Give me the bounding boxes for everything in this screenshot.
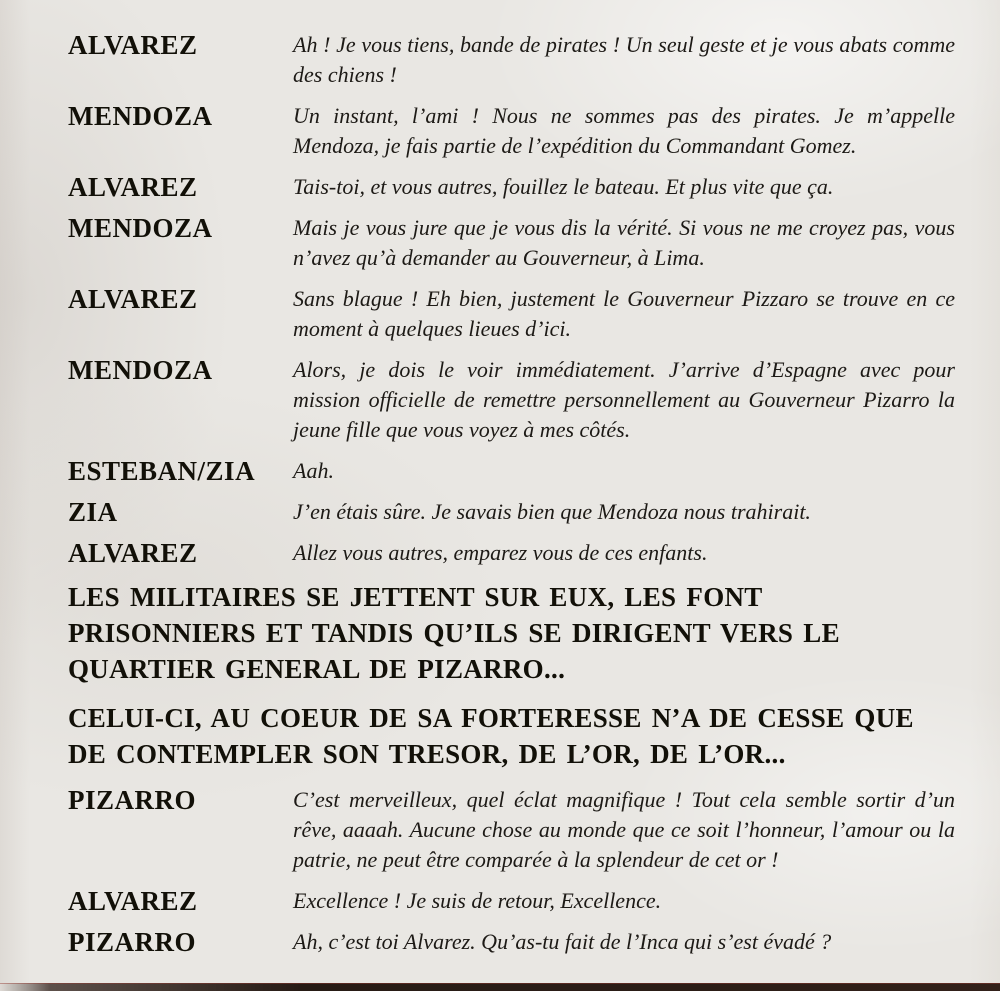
dialogue-text: Sans blague ! Eh bien, justement le Gouverneur Pizzaro se trouve en ce moment à quelques lieues d’ici. bbox=[293, 286, 955, 341]
speaker-name: ALVAREZ bbox=[68, 284, 198, 314]
speaker-name: ZIA bbox=[68, 497, 118, 527]
dialogue-text: Aah. bbox=[293, 458, 334, 483]
dialogue-text: J’en étais sûre. Je savais bien que Mendoza nous trahirait. bbox=[293, 499, 811, 524]
page-bottom-edge bbox=[0, 983, 1000, 991]
dialogue-row bbox=[68, 30, 955, 90]
speaker-name: ALVAREZ bbox=[68, 886, 198, 916]
dialogue-text: Ah ! Je vous tiens, bande de pirates ! Un seul geste et je vous abats comme des chiens ! bbox=[293, 32, 955, 87]
speaker-name: ALVAREZ bbox=[68, 172, 198, 202]
dialogue-row bbox=[68, 172, 955, 202]
speaker-name: ALVAREZ bbox=[68, 538, 198, 568]
speaker-name: ALVAREZ bbox=[68, 30, 198, 60]
dialogue-row bbox=[68, 497, 955, 527]
speaker-name: ESTEBAN/ZIA bbox=[68, 456, 256, 486]
speaker-name: MENDOZA bbox=[68, 213, 213, 243]
dialogue-row bbox=[68, 101, 955, 161]
dialogue-row bbox=[68, 284, 955, 344]
dialogue-row bbox=[68, 456, 955, 486]
dialogue-text: Alors, je dois le voir immédiatement. J’arrive d’Espagne avec pour mission officielle de remettre personnellement au Gouverneur Pizarro la jeune fille que vous voyez à mes côtés. bbox=[293, 357, 955, 442]
dialogue-text: Ah, c’est toi Alvarez. Qu’as-tu fait de l’Inca qui s’est évadé ? bbox=[293, 929, 832, 954]
dialogue-row bbox=[68, 927, 955, 957]
dialogue-row bbox=[68, 785, 955, 875]
speaker-name: PIZARRO bbox=[68, 927, 197, 957]
dialogue-text: C’est merveilleux, quel éclat magnifique ! Tout cela semble sortir d’un rêve, aaaah. Aucune chose au monde que ce soit l’honneur, l’amour ou la patrie, ne peut être comparée à la splendeur de cet or ! bbox=[293, 787, 955, 872]
dialogue-text: Un instant, l’ami ! Nous ne sommes pas des pirates. Je m’appelle Mendoza, je fais partie de l’expédition du Commandant Gomez. bbox=[293, 103, 955, 158]
speaker-name: MENDOZA bbox=[68, 101, 213, 131]
speaker-name: MENDOZA bbox=[68, 355, 213, 385]
dialogue-text: Tais-toi, et vous autres, fouillez le bateau. Et plus vite que ça. bbox=[293, 174, 834, 199]
dialogue-row bbox=[68, 886, 955, 916]
dialogue-row bbox=[68, 213, 955, 273]
dialogue-text: Allez vous autres, emparez vous de ces enfants. bbox=[293, 540, 708, 565]
stage-direction: LES MILITAIRES SE JETTENT SUR EUX, LES FONT PRISONNIERS ET TANDIS QU’ILS SE DIRIGENT VERS LE QUARTIER GENERAL DE PIZARRO... bbox=[68, 582, 840, 684]
stage-direction: CELUI-CI, AU COEUR DE SA FORTERESSE N’A DE CESSE QUE DE CONTEMPLER SON TRESOR, DE L’OR, DE L’OR... bbox=[68, 703, 914, 769]
dialogue-row bbox=[68, 538, 955, 568]
speaker-name: PIZARRO bbox=[68, 785, 197, 815]
script-entries bbox=[68, 30, 955, 957]
dialogue-row bbox=[68, 355, 955, 445]
dialogue-text: Excellence ! Je suis de retour, Excellence. bbox=[293, 888, 662, 913]
dialogue-text: Mais je vous jure que je vous dis la vérité. Si vous ne me croyez pas, vous n’avez qu’à demander au Gouverneur, à Lima. bbox=[293, 215, 955, 270]
